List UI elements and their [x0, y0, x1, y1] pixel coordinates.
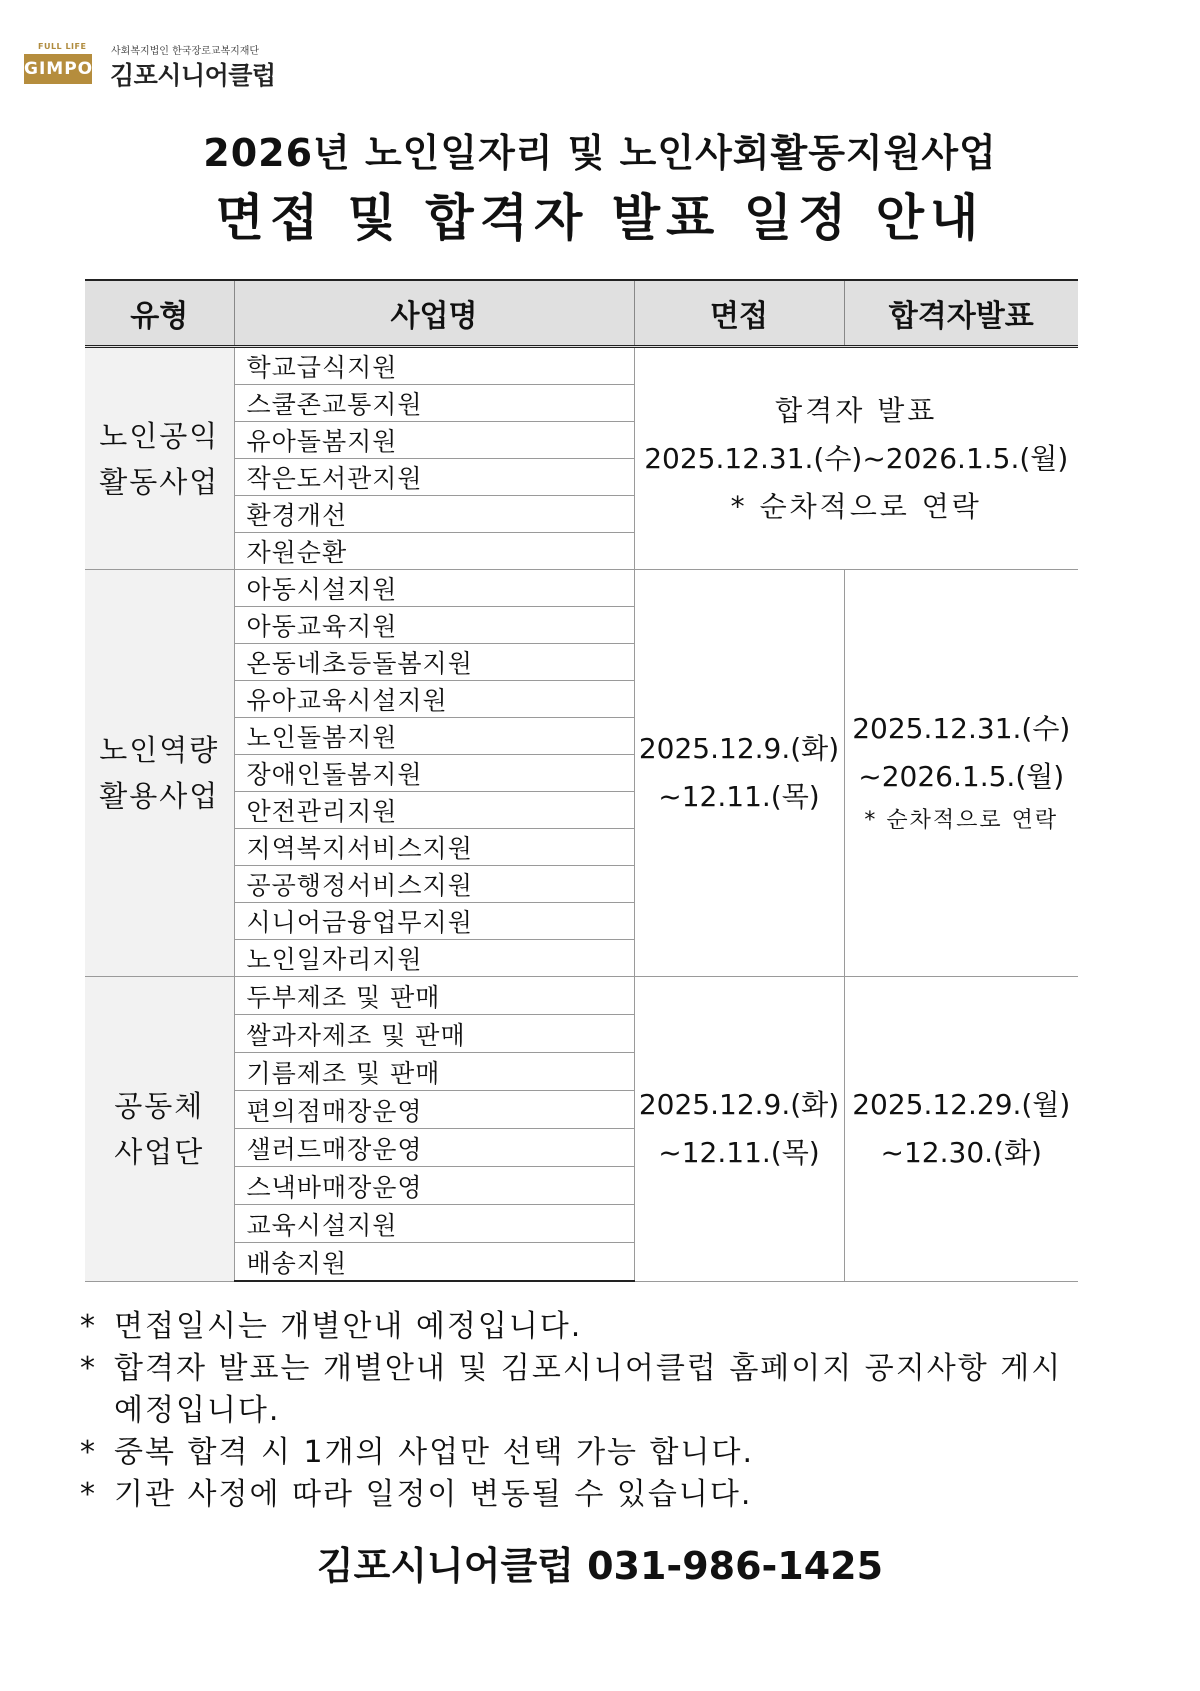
- program-cell: 편의점매장운영: [234, 1091, 634, 1129]
- page-title-line1: 2026년 노인일자리 및 노인사회활동지원사업: [203, 131, 997, 175]
- program-cell: 샐러드매장운영: [234, 1129, 634, 1167]
- program-cell: 노인일자리지원: [234, 940, 634, 977]
- notice-item: [80, 1306, 1080, 1348]
- type-label-line1: 노인공익: [99, 418, 220, 453]
- interview-date-start: 2025.12.9.(화): [638, 1087, 840, 1121]
- table-row: [85, 977, 1078, 1015]
- type-label-line1: 공동체: [114, 1088, 205, 1123]
- interview-cell: [634, 977, 844, 1282]
- table-header-row: [85, 280, 1078, 347]
- schedule-table: [85, 279, 1078, 1282]
- table-row: [85, 570, 1078, 607]
- program-cell: 배송지원: [234, 1243, 634, 1282]
- type-cell: [85, 570, 234, 977]
- program-cell: 유아돌봄지원: [234, 422, 634, 459]
- type-label-line1: 노인역량: [99, 733, 220, 767]
- program-cell: 쌀과자제조 및 판매: [234, 1015, 634, 1053]
- program-cell: 학교급식지원: [234, 347, 634, 385]
- result-cell: [844, 570, 1078, 977]
- table-row: [85, 347, 1078, 385]
- gimpo-emblem: [24, 42, 92, 86]
- program-cell: 환경개선: [234, 496, 634, 533]
- emblem-tagline: FULL LIFE: [38, 42, 87, 51]
- result-date-end: ~2026.1.5.(월): [858, 760, 1065, 793]
- type-cell: [85, 347, 234, 570]
- bullet-asterisk: *: [80, 1477, 97, 1512]
- group-public-service: [85, 347, 1078, 570]
- interview-date-end: ~12.11.(목): [658, 780, 820, 813]
- interview-date-end: ~12.11.(목): [658, 1135, 820, 1169]
- program-cell: 시니어금융업무지원: [234, 903, 634, 940]
- notice-list: [80, 1306, 1080, 1516]
- page-title-line2: 면접 및 합격자 발표 일정 안내: [215, 189, 985, 247]
- bullet-asterisk: *: [80, 1351, 97, 1386]
- program-cell: 안전관리지원: [234, 792, 634, 829]
- header-type: 유형: [85, 280, 234, 347]
- notice-text: 면접일시는 개별안내 예정입니다.: [114, 1309, 583, 1344]
- organization-logo: [24, 36, 324, 92]
- program-cell: 기름제조 및 판매: [234, 1053, 634, 1091]
- type-label-line2: 사업단: [114, 1134, 205, 1169]
- result-date-start: 2025.12.31.(수): [852, 712, 1071, 745]
- program-cell: 스낵바매장운영: [234, 1167, 634, 1205]
- program-cell: 온동네초등돌봄지원: [234, 644, 634, 681]
- group-capacity-utilization: [85, 570, 1078, 977]
- bullet-asterisk: *: [80, 1435, 97, 1470]
- interview-date-start: 2025.12.9.(화): [638, 732, 840, 765]
- type-label-line2: 활용사업: [99, 779, 220, 813]
- notice-text: 기관 사정에 따라 일정이 변동될 수 있습니다.: [114, 1477, 753, 1512]
- merged-schedule-cell: [634, 347, 1078, 570]
- program-cell: 아동시설지원: [234, 570, 634, 607]
- program-cell: 작은도서관지원: [234, 459, 634, 496]
- program-cell: 공공행정서비스지원: [234, 866, 634, 903]
- header-interview: 면접: [634, 280, 844, 347]
- program-cell: 지역복지서비스지원: [234, 829, 634, 866]
- program-cell: 두부제조 및 판매: [234, 977, 634, 1015]
- notice-text: 합격자 발표는 개별안내 및 김포시니어클럽 홈페이지 공지사항 게시 예정입니다.: [114, 1351, 1063, 1428]
- header-program: 사업명: [234, 280, 634, 347]
- merged-heading: 합격자 발표: [775, 393, 938, 427]
- result-note: * 순차적으로 연락: [864, 808, 1059, 833]
- result-date-end: ~12.30.(화): [880, 1135, 1042, 1169]
- program-cell: 자원순환: [234, 533, 634, 570]
- type-label-line2: 활동사업: [99, 464, 220, 499]
- merged-date-range: 2025.12.31.(수)~2026.1.5.(월): [644, 441, 1069, 475]
- contact-footer: 김포시니어클럽 031-986-1425: [316, 1544, 884, 1588]
- interview-cell: [634, 570, 844, 977]
- type-cell: [85, 977, 234, 1282]
- organization-name: 김포시니어클럽: [110, 61, 276, 90]
- program-cell: 유아교육시설지원: [234, 681, 634, 718]
- result-cell: [844, 977, 1078, 1282]
- program-cell: 스쿨존교통지원: [234, 385, 634, 422]
- program-cell: 장애인돌봄지원: [234, 755, 634, 792]
- result-date-start: 2025.12.29.(월): [852, 1087, 1071, 1121]
- notice-text: 중복 합격 시 1개의 사업만 선택 가능 합니다.: [114, 1435, 755, 1470]
- header-result: 합격자발표: [844, 280, 1078, 347]
- notice-item: [80, 1474, 1080, 1516]
- notice-item: [80, 1432, 1080, 1474]
- program-cell: 아동교육지원: [234, 607, 634, 644]
- emblem-wordmark: GIMPO: [24, 54, 92, 84]
- notice-item: [80, 1348, 1080, 1432]
- program-cell: 교육시설지원: [234, 1205, 634, 1243]
- program-cell: 노인돌봄지원: [234, 718, 634, 755]
- bullet-asterisk: *: [80, 1309, 97, 1344]
- merged-note: * 순차적으로 연락: [730, 489, 982, 523]
- group-community-business: [85, 977, 1078, 1282]
- parent-organization: 사회복지법인 한국장로교복지재단: [111, 46, 260, 57]
